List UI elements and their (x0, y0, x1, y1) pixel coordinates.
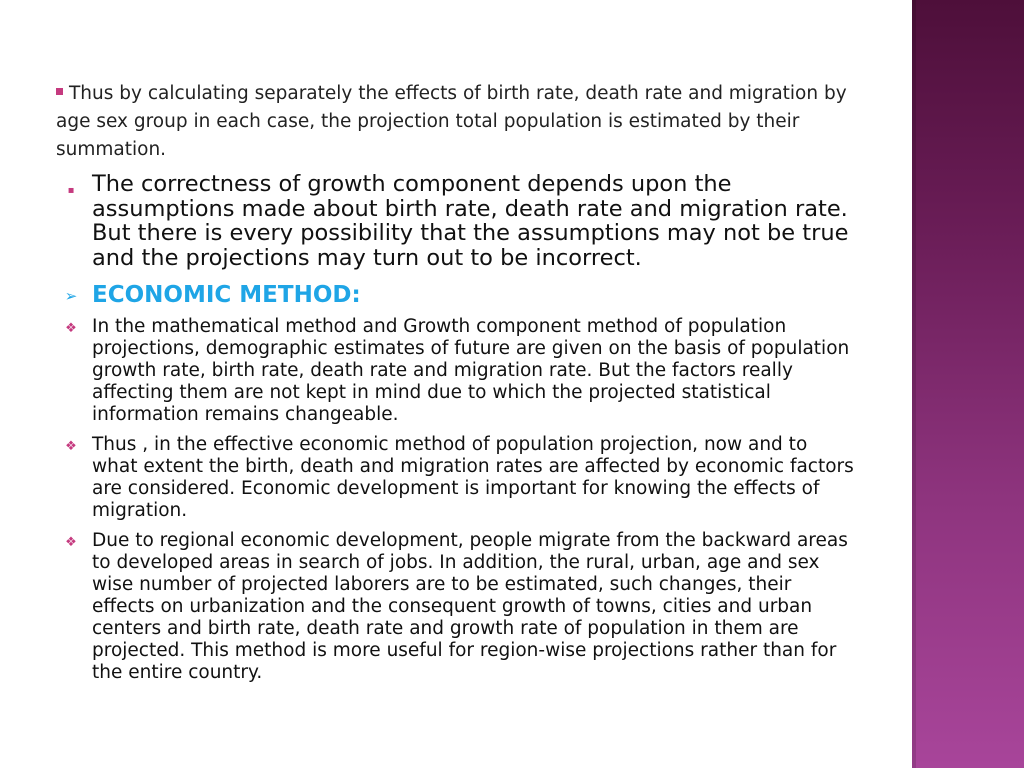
diamond-bullet-icon: ❖ (65, 535, 77, 550)
square-bullet-icon (56, 88, 63, 95)
list-item (56, 530, 856, 684)
correctness-bullet (56, 172, 856, 270)
list-item (56, 316, 856, 426)
list-item (56, 434, 856, 522)
diamond-bullet-icon: ❖ (65, 439, 77, 454)
diamond-bullet-icon: ❖ (65, 321, 77, 336)
correctness-text: The correctness of growth component depends upon the assumptions made about birth rate, death rate and migration rate. But there is every possibility that the assumptions may not be true and the projections may turn out to be incorrect. (92, 171, 849, 271)
arrow-bullet-icon: ➢ (64, 287, 78, 305)
small-square-bullet-icon: ▪ (67, 185, 75, 196)
list-item-text: Thus , in the effective economic method of population projection, now and to what extent the birth, death and migration rates are affected by economic factors are considered. Economic development is important for knowing the effects of migration. (92, 434, 854, 521)
decorative-side-band (912, 0, 1024, 768)
list-item-text: Due to regional economic development, people migrate from the backward areas to developed areas in search of jobs. In addition, the rural, urban, age and sex wise number of projected laborers are to be estimated, such changes, their effects on urbanization and the consequent growth of towns, cities and urban centers and birth rate, death rate and growth rate of population in them are projected. This method is more useful for region-wise projections rather than for the entire country. (92, 530, 848, 683)
intro-text: Thus by calculating separately the effects of birth rate, death rate and migration by age sex group in each case, the projection total population is estimated by their summation. (56, 83, 847, 160)
intro-paragraph (56, 80, 856, 164)
section-heading (56, 281, 856, 309)
list-item-text: In the mathematical method and Growth component method of population projections, demographic estimates of future are given on the basis of population growth rate, birth rate, death rate and migration rate. But the factors really affecting them are not kept in mind due to which the projected statistical information remains changeable. (92, 316, 850, 425)
section-heading-text: ECONOMIC METHOD: (92, 282, 361, 308)
